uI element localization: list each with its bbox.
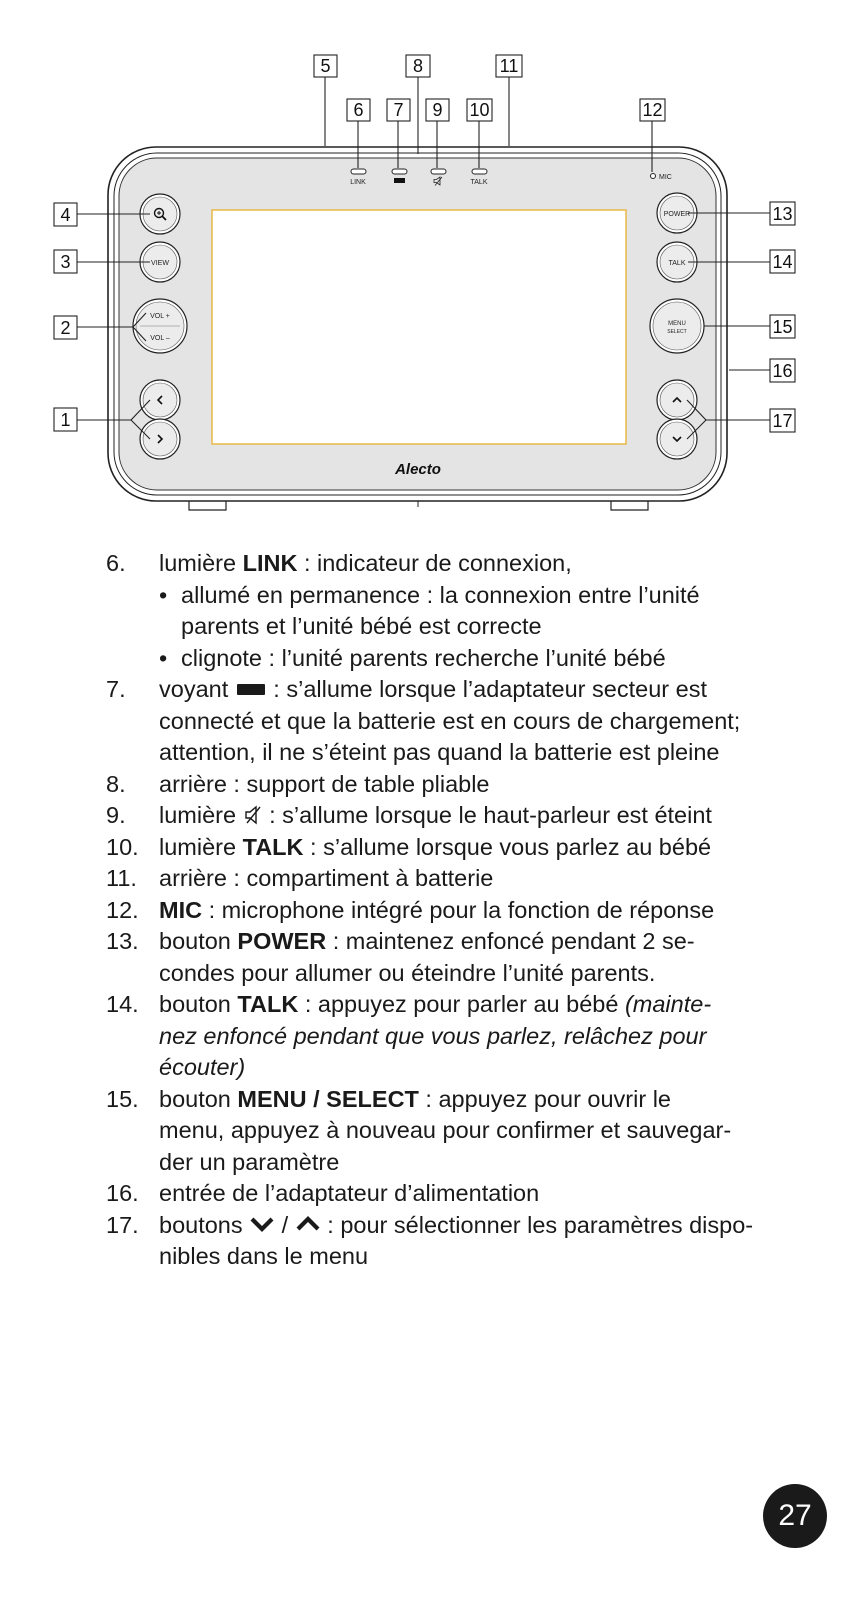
battery-charge-icon	[237, 684, 265, 695]
callout-6: 6	[353, 100, 364, 120]
legend-number: 13.	[106, 928, 139, 954]
legend-text: : microphone intégré pour la fonction de réponse	[202, 896, 715, 923]
vol-plus-label: VOL +	[150, 313, 170, 320]
talk-indicator-label: TALK	[470, 179, 488, 186]
legend-text: : s’allume lorsque vous parlez au bébé	[303, 833, 712, 860]
legend-number: 10.	[106, 833, 139, 860]
legend-text: boutons	[159, 1211, 250, 1238]
legend-number: 17.	[106, 1211, 139, 1238]
legend-text: : appuyez pour ouvrir le	[418, 1085, 671, 1112]
menu-button-label: MENU	[668, 321, 686, 327]
legend-number: 8.	[106, 770, 126, 797]
legend-text: der un paramètre	[159, 1148, 340, 1175]
callout-17: 17	[772, 411, 793, 431]
legend-bullet: • allumé en permanence : la connexion entre l’unité	[159, 580, 819, 612]
legend-bullet: • clignote : l’unité parents recherche l’unité bébé	[159, 643, 819, 675]
legend-text: lumière	[159, 802, 243, 828]
down-button[interactable]	[657, 419, 697, 459]
power-button-label: POWER	[663, 211, 691, 218]
callout-13: 13	[772, 204, 793, 224]
legend-number: 11.	[106, 865, 137, 891]
page-number: 27	[763, 1484, 827, 1548]
view-button-label: VIEW	[151, 260, 169, 267]
legend-keyword: TALK	[242, 833, 304, 860]
callout-11: 11	[499, 56, 519, 76]
link-indicator-label: LINK	[350, 179, 366, 186]
display-screen	[212, 210, 626, 444]
brand-logo: Alecto	[395, 461, 441, 478]
legend-text: : maintenez enfoncé pendant 2 se-	[326, 928, 695, 954]
talk-button-label: TALK	[668, 260, 686, 267]
vol-minus-label: VOL –	[150, 335, 170, 342]
mic-label: MIC	[659, 174, 672, 181]
legend-number: 16.	[106, 1180, 139, 1206]
legend-keyword: MIC	[159, 896, 203, 923]
legend-text: menu, appuyez à nouveau pour confirmer et sauvegar-	[159, 1117, 732, 1143]
callout-12: 12	[642, 100, 663, 120]
callout-7: 7	[393, 100, 404, 120]
chevron-down-icon	[250, 1216, 274, 1232]
legend-text: attention, il ne s’éteint pas quand la batterie est pleine	[159, 739, 720, 765]
legend-number: 7.	[106, 676, 126, 702]
legend-text: condes pour allumer ou éteindre l’unité parents.	[159, 959, 656, 986]
callout-3: 3	[60, 252, 71, 272]
legend-text: arrière : compartiment à batterie	[159, 865, 494, 891]
callout-16: 16	[772, 361, 793, 381]
menu-select-button[interactable]	[650, 299, 704, 353]
callout-1: 1	[60, 410, 71, 430]
legend-text: : s’allume lorsque l’adaptateur secteur est	[266, 676, 707, 702]
legend-text: voyant	[159, 676, 235, 702]
legend-text: : indicateur de connexion,	[297, 550, 572, 576]
legend-text: connecté et que la batterie est en cours de chargement;	[159, 707, 741, 734]
legend-number: 9.	[106, 802, 126, 828]
callout-8: 8	[412, 56, 424, 76]
speaker-muted-icon	[244, 805, 262, 825]
legend-italic-text: (mainte-	[624, 991, 712, 1017]
right-button[interactable]	[140, 419, 180, 459]
volume-button[interactable]	[133, 299, 187, 353]
legend-number: 15.	[106, 1085, 139, 1112]
legend-text: bouton	[159, 1085, 238, 1112]
legend-text: : pour sélectionner les paramètres dispo-	[320, 1211, 754, 1238]
chevron-up-icon	[296, 1216, 320, 1232]
select-button-label: SELECT	[667, 329, 687, 335]
callout-15: 15	[772, 317, 793, 337]
legend-keyword: MENU / SELECT	[237, 1085, 419, 1112]
legend-text: bouton	[159, 991, 238, 1017]
legend-text: lumière	[159, 833, 243, 860]
legend-number: 14.	[106, 991, 139, 1017]
legend-number: 12.	[106, 896, 139, 923]
legend-text: lumière	[159, 550, 243, 576]
legend-text: entrée de l’adaptateur d’alimentation	[159, 1180, 540, 1206]
up-button[interactable]	[657, 380, 697, 420]
legend-bullet-cont: parents et l’unité bébé est correcte	[181, 613, 542, 639]
callout-9: 9	[432, 100, 443, 120]
legend-text: : s’allume lorsque le haut-parleur est éteint	[262, 802, 712, 828]
legend-text: arrière : support de table pliable	[159, 770, 490, 797]
parent-unit-diagram	[0, 0, 865, 540]
legend-italic-text: écouter)	[159, 1054, 246, 1080]
callout-4: 4	[60, 205, 71, 225]
legend-keyword: LINK	[242, 550, 298, 576]
legend-text: : appuyez pour parler au bébé	[298, 991, 625, 1017]
legend-keyword: TALK	[237, 991, 299, 1017]
left-button[interactable]	[140, 380, 180, 420]
callout-10: 10	[469, 100, 490, 120]
legend-text: /	[275, 1211, 295, 1238]
callout-5: 5	[320, 56, 331, 76]
legend-italic-text: nez enfoncé pendant que vous parlez, relâchez pour	[159, 1022, 707, 1049]
legend-number: 6.	[106, 550, 126, 576]
legend-keyword: POWER	[237, 928, 327, 954]
legend-text: nibles dans le menu	[159, 1243, 369, 1269]
legend-text: bouton	[159, 928, 238, 954]
callout-14: 14	[772, 252, 793, 272]
callout-2: 2	[60, 318, 71, 338]
